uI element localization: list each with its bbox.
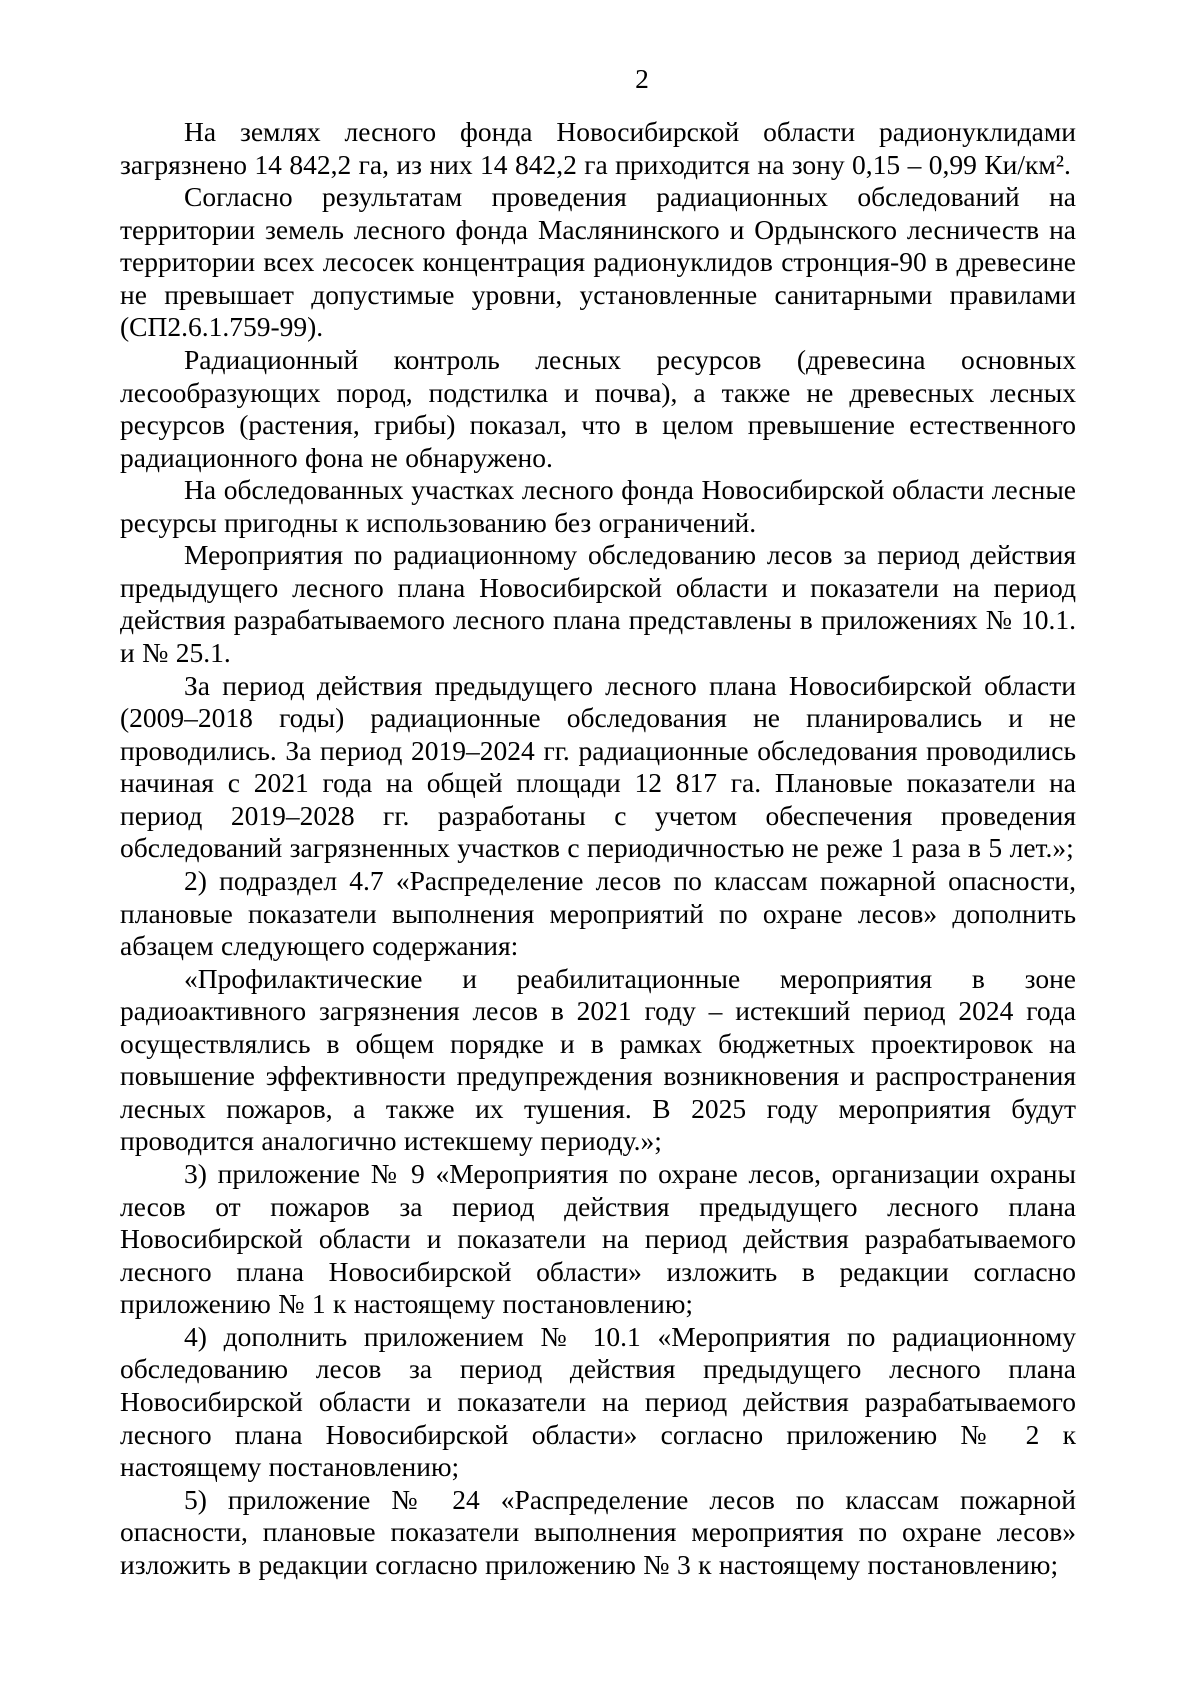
paragraph-survey-results: Согласно результатам проведения радиационных обследований на территории земель лесного фонда Маслянинского и Ордынского лесничеств на территории всех лесосек концентрация радионуклидов стронция-90 в древесине не превышает допустимые уровни, установленные санитарными правилами (СП2.6.1.759-99). (120, 181, 1076, 343)
document-body (120, 116, 1076, 1581)
paragraph-item-3-appendix-9: 3) приложение № 9 «Мероприятия по охране лесов, организации охраны лесов от пожаров за период действия предыдущего лесного плана Новосибирской области и показатели на период действия разрабатываемого лесного плана Новосибирской области» изложить в редакции согласно приложению № 1 к настоящему постановлению; (120, 1158, 1076, 1320)
paragraph-item-5-appendix-24: 5) приложение № 24 «Распределение лесов по классам пожарной опасности, плановые показатели выполнения мероприятия по охране лесов» изложить в редакции согласно приложению № 3 к настоящему постановлению; (120, 1483, 1076, 1580)
paragraph-survey-periods: За период действия предыдущего лесного плана Новосибирской области (2009–2018 годы) радиационные обследования не планировались и не проводились. За период 2019–2024 гг. радиационные обследования проводились начиная с 2021 года на общей площади 12 817 га. Плановые показатели на период 2019–2028 гг. разработаны с учетом обеспечения проведения обследований загрязненных участков с периодичностью не реже 1 раза в 5 лет.»; (120, 669, 1076, 864)
page-number: 2 (635, 63, 649, 94)
paragraph-item-4-appendix-10-1: 4) дополнить приложением № 10.1 «Мероприятия по радиационному обследованию лесов за период действия предыдущего лесного плана Новосибирской области и показатели на период действия разрабатываемого лесного плана Новосибирской области» согласно приложению № 2 к настоящему постановлению; (120, 1320, 1076, 1483)
paragraph-measures-appendices: Мероприятия по радиационному обследованию лесов за период действия предыдущего лесного плана Новосибирской области и показатели на период действия разрабатываемого лесного плана представлены в приложениях № 10.1. и № 25.1. (120, 539, 1076, 668)
paragraph-resources-usable: На обследованных участках лесного фонда Новосибирской области лесные ресурсы пригодны к использованию без ограничений. (120, 474, 1076, 538)
paragraph-radionuclide-contamination: На землях лесного фонда Новосибирской области радионуклидами загрязнено 14 842,2 га, из них 14 842,2 га приходится на зону 0,15 – 0,99 Ки/км². (120, 116, 1076, 180)
paragraph-item-2-subsection: 2) подраздел 4.7 «Распределение лесов по классам пожарной опасности, плановые показатели выполнения мероприятий по охране лесов» дополнить абзацем следующего содержания: (120, 864, 1076, 962)
paragraph-preventive-measures: «Профилактические и реабилитационные мероприятия в зоне радиоактивного загрязнения лесов в 2021 году – истекший период 2024 года осуществлялись в общем порядке и в рамках бюджетных проектировок на повышение эффективности предупреждения возникновения и распространения лесных пожаров, а также их тушения. В 2025 году мероприятия будут проводится аналогично истекшему периоду.»; (120, 962, 1076, 1157)
paragraph-radiation-control: Радиационный контроль лесных ресурсов (древесина основных лесообразующих пород, подстилка и почва), а также не древесных лесных ресурсов (растения, грибы) показал, что в целом превышение естественного радиационного фона не обнаружено. (120, 343, 1076, 473)
